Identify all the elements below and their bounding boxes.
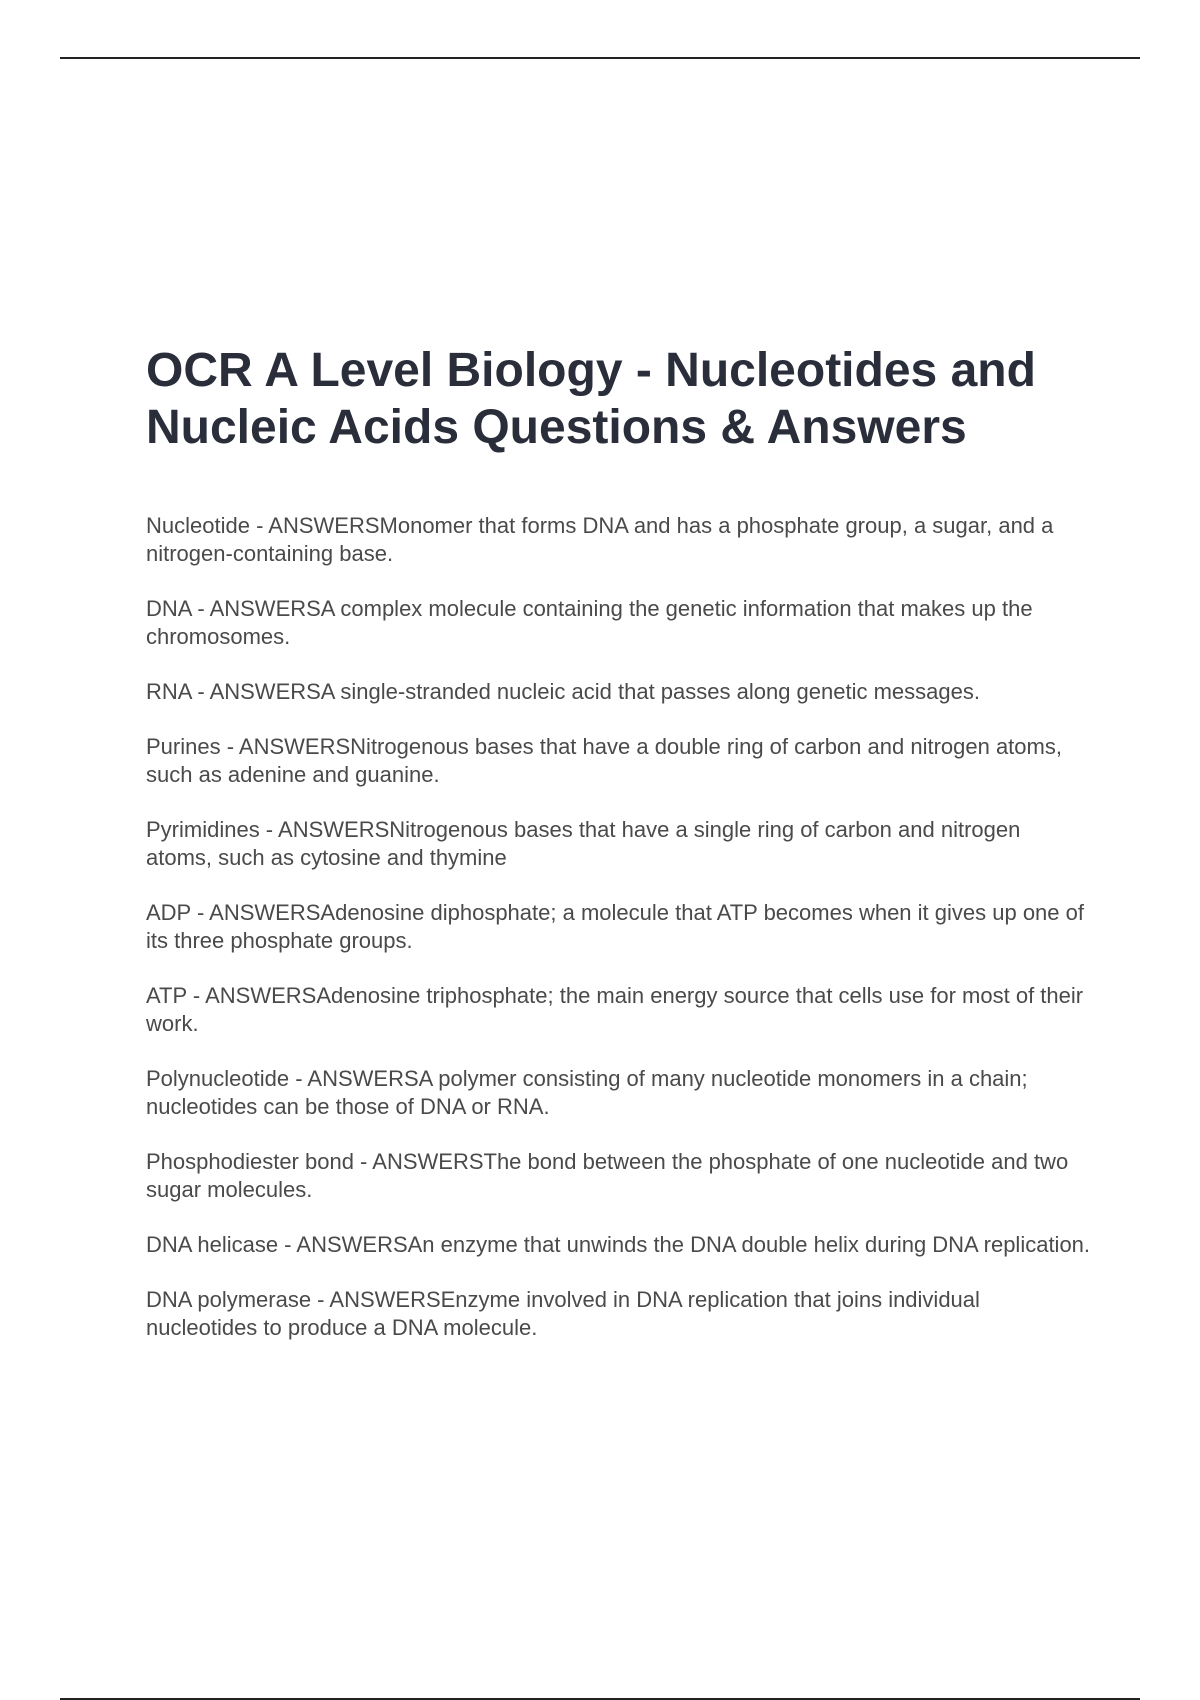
qa-item: Purines - ANSWERSNitrogenous bases that have a double ring of carbon and nitrogen atoms, such as adenine and guanine. bbox=[146, 734, 1062, 787]
qa-item: DNA helicase - ANSWERSAn enzyme that unwinds the DNA double helix during DNA replication. bbox=[146, 1232, 1091, 1257]
qa-item: Phosphodiester bond - ANSWERSThe bond between the phosphate of one nucleotide and two sugar molecules. bbox=[146, 1149, 1069, 1202]
qa-list bbox=[146, 512, 1091, 1369]
qa-item: RNA - ANSWERSA single-stranded nucleic acid that passes along genetic messages. bbox=[146, 679, 980, 704]
qa-item: DNA polymerase - ANSWERSEnzyme involved in DNA replication that joins individual nucleotides to produce a DNA molecule. bbox=[146, 1287, 980, 1340]
header-rule bbox=[60, 57, 1140, 59]
qa-item: Nucleotide - ANSWERSMonomer that forms DNA and has a phosphate group, a sugar, and a nitrogen-containing base. bbox=[146, 513, 1054, 566]
qa-item: DNA - ANSWERSA complex molecule containing the genetic information that makes up the chromosomes. bbox=[146, 596, 1033, 649]
qa-item: ADP - ANSWERSAdenosine diphosphate; a molecule that ATP becomes when it gives up one of its three phosphate groups. bbox=[146, 900, 1084, 953]
qa-item: Pyrimidines - ANSWERSNitrogenous bases that have a single ring of carbon and nitrogen atoms, such as cytosine and thymine bbox=[146, 817, 1021, 870]
qa-item: Polynucleotide - ANSWERSA polymer consisting of many nucleotide monomers in a chain; nucleotides can be those of DNA or RNA. bbox=[146, 1066, 1028, 1119]
document-title: OCR A Level Biology - Nucleotides and Nucleic Acids Questions & Answers bbox=[146, 344, 1036, 454]
qa-item: ATP - ANSWERSAdenosine triphosphate; the main energy source that cells use for most of their work. bbox=[146, 983, 1084, 1036]
